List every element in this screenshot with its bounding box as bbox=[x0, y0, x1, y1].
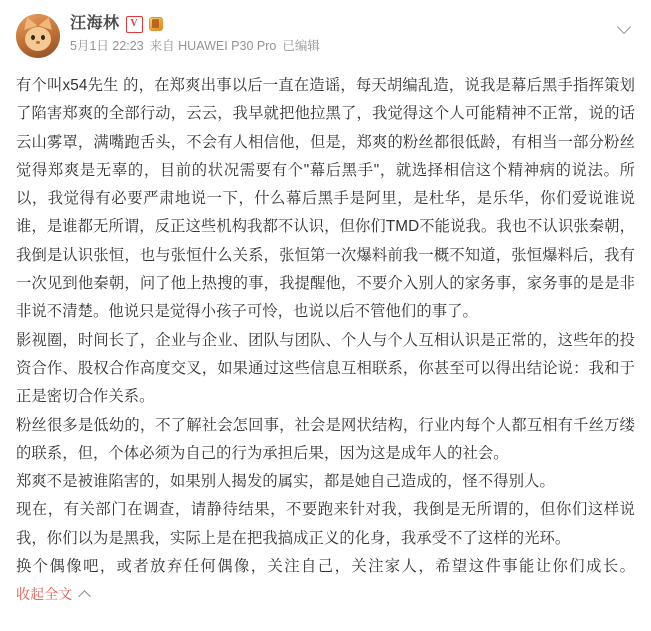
cat-face-icon bbox=[25, 27, 51, 51]
collapse-control[interactable] bbox=[16, 584, 92, 604]
chevron-up-icon[interactable] bbox=[78, 587, 92, 601]
medal-icon[interactable] bbox=[148, 16, 164, 32]
verified-badge-icon: V bbox=[126, 16, 143, 33]
post-time: 5月1日 22:23 bbox=[70, 39, 144, 53]
post-paragraph-last bbox=[16, 553, 635, 610]
post-paragraph: 影视圈，时间长了，企业与企业、团队与团队、个人与个人互相认识是正常的，这些年的投资合作、股权合作高度交叉，如果通过这些信息互相联系，你甚至可以得出结论说：我和于正是密切合作关系。 bbox=[16, 331, 635, 406]
cat-nose-icon bbox=[36, 41, 40, 44]
author-row bbox=[70, 14, 609, 34]
post-content bbox=[16, 72, 635, 610]
post-paragraph: 现在，有关部门在调查，请静待结果，不要跑来针对我，我倒是无所谓的，但你们这样说我，你们以为是黑我，实际上是在把我搞成正义的化身，我承受不了这样的光环。 bbox=[16, 501, 635, 547]
post-header bbox=[16, 14, 635, 62]
post-paragraph-text: 换个偶像吧，或者放弃任何偶像，关注自己，关注家人，希望这件事能让你们成长。 bbox=[16, 558, 635, 576]
post-paragraph: 粉丝很多是低幼的，不了解社会怎回事，社会是网状结构，行业内每个人都互相有千丝万缕的联系，但，个体必须为自己的行为承担后果，因为这是成年人的社会。 bbox=[16, 416, 635, 462]
cat-eye-right-icon bbox=[41, 35, 45, 40]
cat-eye-left-icon bbox=[31, 35, 35, 40]
avatar[interactable] bbox=[16, 14, 60, 58]
collapse-full-text-link[interactable]: 收起全文 bbox=[16, 586, 73, 603]
post-paragraph: 郑爽不是被谁陷害的，如果别人揭发的属实，都是她自己造成的，怪不得别人。 bbox=[16, 473, 555, 491]
post-meta bbox=[70, 38, 609, 55]
medal-icon-mark bbox=[152, 19, 159, 28]
post-paragraph: 有个叫x54先生 的，在郑爽出事以后一直在造谣，每天胡编乱造，说我是幕后黑手指挥策划了陷害郑爽的全部行动，云云，我早就把他拉黑了，我觉得这个人可能精神不正常，说的话云山雾罩，满嘴跑舌头，不会有人相信他，但是，郑爽的粉丝都很低龄，有相当一部分粉丝觉得郑爽是无辜的，目前的状况需要有个"幕后黑手"，就选择相信这个精神病的说法。所以，我觉得有必要严肃地说一下，什么幕后黑手是阿里，是杜华，是乐华，你们爱说谁说谁，是谁都无所谓，反正这些机构我都不认识，但你们TMD不能说我。我也不认识张秦朝，我倒是认识张恒，也与张恒什么关系，张恒第一次爆料前我一概不知道，张恒爆料后，我有一次见到他秦朝，问了他上热搜的事，我提醒他，不要介入别人的家务事，家务事的是是非非说不清楚。他说只是觉得小孩子可怜，也说以后不管他们的事了。 bbox=[16, 77, 635, 321]
author-name[interactable]: 汪海林 bbox=[70, 15, 120, 32]
post-edited-flag: 已编辑 bbox=[282, 39, 320, 53]
post-header-info bbox=[70, 14, 609, 55]
post-source[interactable]: 来自 HUAWEI P30 Pro bbox=[149, 39, 277, 53]
chevron-down-icon[interactable] bbox=[617, 18, 635, 36]
